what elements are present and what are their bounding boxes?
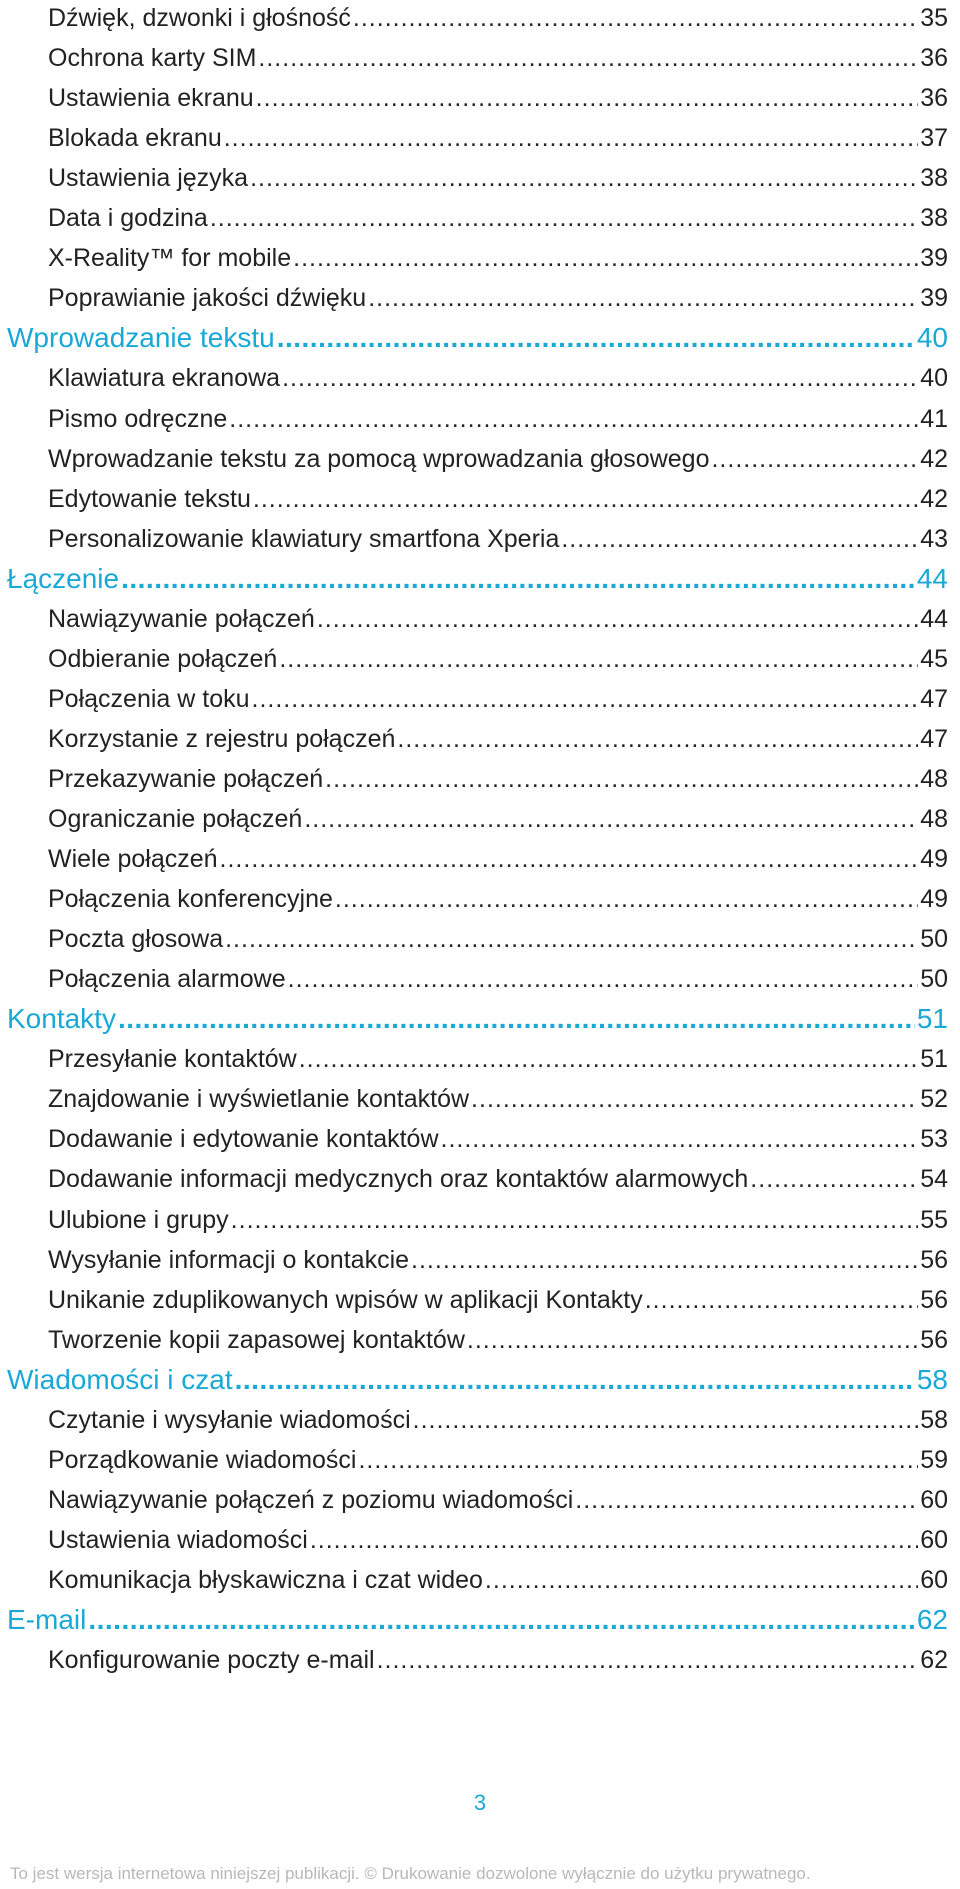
- toc-entry-page: 50: [920, 925, 948, 954]
- dot-leader: [277, 320, 915, 356]
- toc-entry[interactable]: [48, 1482, 948, 1518]
- dot-leader: [317, 601, 918, 637]
- toc-entry-page: 49: [920, 885, 948, 914]
- toc-entry[interactable]: [48, 1041, 948, 1077]
- toc-entry-label: Nawiązywanie połączeń: [48, 604, 315, 633]
- toc-entry-label: Poprawianie jakości dźwięku: [48, 284, 367, 313]
- toc-entry-page: 60: [920, 1485, 948, 1514]
- toc-section-heading[interactable]: [7, 1001, 948, 1037]
- toc-entry[interactable]: [48, 40, 948, 76]
- toc-section-heading[interactable]: [7, 320, 948, 356]
- toc-entry-page: 39: [920, 284, 948, 313]
- toc-entry-page: 38: [920, 164, 948, 193]
- toc-section-heading[interactable]: [7, 561, 948, 597]
- toc-entry[interactable]: [48, 80, 948, 116]
- dot-leader: [368, 280, 918, 316]
- toc-entry-label: Personalizowanie klawiatury smartfona Xperia: [48, 524, 560, 553]
- toc-entry[interactable]: [48, 841, 948, 877]
- toc-entry-page: 43: [920, 524, 948, 553]
- toc-entry-page: 40: [916, 322, 948, 354]
- toc-entry-page: 35: [920, 4, 948, 32]
- toc-entry[interactable]: [48, 1402, 948, 1438]
- toc-entry[interactable]: [48, 1202, 948, 1238]
- toc-section-heading[interactable]: [7, 1602, 948, 1638]
- dot-leader: [229, 401, 918, 437]
- dot-leader: [220, 841, 919, 877]
- toc-entry[interactable]: [48, 360, 948, 396]
- toc-entry[interactable]: [48, 160, 948, 196]
- toc-entry-label: X-Reality™ for mobile: [48, 244, 292, 273]
- toc-entry-label: Ograniczanie połączeń: [48, 805, 303, 833]
- toc-entry-page: 41: [920, 404, 948, 433]
- toc-entry-label: Ustawienia wiadomości: [48, 1525, 308, 1554]
- toc-entry-page: 44: [916, 562, 948, 594]
- dot-leader: [750, 1161, 918, 1197]
- toc-entry-label: Odbieranie połączeń: [48, 644, 278, 673]
- toc-entry[interactable]: [48, 1522, 948, 1558]
- dot-leader: [253, 481, 918, 517]
- toc-entry[interactable]: [48, 481, 948, 517]
- footer-note: To jest wersja internetowa niniejszej publikacji. © Drukowanie dozwolone wyłącznie do użytku prywatnego.: [10, 1864, 811, 1883]
- toc-entry-page: 56: [920, 1285, 948, 1314]
- toc-entry[interactable]: [48, 120, 948, 156]
- toc-entry[interactable]: [48, 1081, 948, 1117]
- toc-entry-label: Wprowadzanie tekstu: [7, 322, 275, 354]
- dot-leader: [561, 521, 918, 557]
- toc-entry[interactable]: [48, 401, 948, 437]
- toc-entry-page: 60: [920, 1565, 948, 1594]
- toc-entry-page: 48: [920, 764, 948, 793]
- toc-entry-label: Edytowanie tekstu: [48, 484, 251, 513]
- toc-entry-label: Wprowadzanie tekstu za pomocą wprowadzania głosowego: [48, 444, 710, 473]
- toc-entry-label: Klawiatura ekranowa: [48, 364, 281, 393]
- toc-entry-page: 47: [920, 684, 948, 713]
- dot-leader: [358, 1442, 918, 1478]
- toc-entry-label: E-mail: [7, 1604, 87, 1635]
- toc-entry-page: 51: [916, 1003, 948, 1035]
- dot-leader: [256, 80, 919, 116]
- dot-leader: [252, 681, 919, 717]
- toc-entry[interactable]: [48, 1121, 948, 1157]
- toc-entry-label: Przekazywanie połączeń: [48, 764, 324, 793]
- toc-entry-page: 55: [920, 1205, 948, 1234]
- toc-section-heading[interactable]: [7, 1362, 948, 1398]
- toc-entry[interactable]: [48, 921, 948, 957]
- dot-leader: [231, 1202, 919, 1238]
- toc-entry-label: Przesyłanie kontaktów: [48, 1045, 297, 1074]
- toc-entry-page: 44: [920, 604, 948, 633]
- dot-leader: [288, 961, 919, 997]
- toc-entry-page: 56: [920, 1325, 948, 1354]
- toc-entry-page: 48: [920, 805, 948, 833]
- toc-entry-label: Połączenia alarmowe: [48, 965, 286, 994]
- toc-entry-label: Blokada ekranu: [48, 124, 222, 153]
- dot-leader: [225, 921, 918, 957]
- toc-entry-page: 37: [920, 124, 948, 153]
- toc-entry-label: Nawiązywanie połączeń z poziomu wiadomości: [48, 1485, 574, 1514]
- toc-entry-label: Czytanie i wysyłanie wiadomości: [48, 1405, 411, 1434]
- toc-entry-label: Dźwięk, dzwonki i głośność: [48, 4, 351, 32]
- dot-leader: [471, 1081, 918, 1117]
- toc-entry-page: 62: [916, 1604, 948, 1635]
- toc-entry[interactable]: [48, 761, 948, 797]
- toc-entry-page: 36: [920, 44, 948, 73]
- toc-entry-label: Poczta głosowa: [48, 925, 224, 954]
- toc-entry[interactable]: [48, 1161, 948, 1197]
- toc-entry-page: 42: [920, 444, 948, 473]
- toc-entry-page: 58: [916, 1363, 948, 1395]
- toc-entry[interactable]: [48, 641, 948, 677]
- dot-leader: [121, 561, 915, 597]
- toc-entry-page: 51: [920, 1045, 948, 1074]
- toc-entry[interactable]: [48, 681, 948, 717]
- toc-entry[interactable]: [48, 1642, 948, 1678]
- toc-entry-label: Wiadomości i czat: [7, 1363, 233, 1395]
- dot-leader: [575, 1482, 918, 1518]
- toc-entry[interactable]: [48, 801, 948, 837]
- toc-entry[interactable]: [48, 521, 948, 557]
- toc-entry-label: Znajdowanie i wyświetlanie kontaktów: [48, 1085, 470, 1114]
- toc-entry-label: Tworzenie kopii zapasowej kontaktów: [48, 1325, 465, 1354]
- dot-leader: [279, 641, 918, 677]
- dot-leader: [224, 120, 918, 156]
- toc-entry[interactable]: [48, 1442, 948, 1478]
- toc-entry[interactable]: [48, 0, 948, 36]
- toc-entry-page: 54: [920, 1165, 948, 1194]
- toc-entry-label: Porządkowanie wiadomości: [48, 1445, 357, 1474]
- toc-entry-label: Połączenia w toku: [48, 684, 250, 713]
- toc-entry-page: 47: [920, 724, 948, 753]
- toc-entry-label: Komunikacja błyskawiczna i czat wideo: [48, 1565, 483, 1594]
- dot-leader: [88, 1602, 915, 1638]
- toc-entry-label: Dodawanie informacji medycznych oraz kontaktów alarmowych: [48, 1165, 749, 1194]
- dot-leader: [210, 200, 918, 236]
- toc-entry[interactable]: [48, 721, 948, 757]
- toc-entry-page: 42: [920, 484, 948, 513]
- toc-entry[interactable]: [48, 200, 948, 236]
- toc-entry-label: Korzystanie z rejestru połączeń: [48, 724, 396, 753]
- toc-entry-label: Dodawanie i edytowanie kontaktów: [48, 1125, 439, 1154]
- toc-entry-label: Połączenia konferencyjne: [48, 885, 333, 914]
- toc-entry-label: Łączenie: [7, 562, 120, 594]
- toc-entry-page: 52: [920, 1085, 948, 1114]
- toc-entry[interactable]: [48, 601, 948, 637]
- dot-leader: [258, 40, 918, 76]
- dot-leader: [485, 1562, 918, 1598]
- toc-entry-page: 50: [920, 965, 948, 994]
- toc-entry-page: 39: [920, 244, 948, 273]
- toc-entry[interactable]: [48, 240, 948, 276]
- toc-entry-label: Ochrona karty SIM: [48, 44, 257, 73]
- dot-leader: [282, 360, 918, 396]
- toc-entry[interactable]: [48, 961, 948, 997]
- toc-entry-label: Data i godzina: [48, 204, 208, 233]
- toc-entry-label: Wiele połączeń: [48, 845, 218, 874]
- dot-leader: [413, 1402, 919, 1438]
- dot-leader: [411, 1242, 918, 1278]
- toc-entry-page: 36: [920, 84, 948, 113]
- dot-leader: [118, 1001, 915, 1037]
- dot-leader: [293, 240, 918, 276]
- dot-leader: [250, 160, 918, 196]
- toc-entry[interactable]: [48, 1322, 948, 1358]
- toc-entry-page: 60: [920, 1525, 948, 1554]
- dot-leader: [235, 1362, 915, 1398]
- dot-leader: [299, 1041, 918, 1077]
- toc-entry-page: 53: [920, 1125, 948, 1154]
- toc-entry[interactable]: [48, 280, 948, 316]
- toc-entry[interactable]: [48, 1562, 948, 1598]
- toc-entry-page: 62: [920, 1646, 948, 1675]
- toc-entry-page: 59: [920, 1445, 948, 1474]
- toc-entry-page: 49: [920, 845, 948, 874]
- toc-entry-page: 40: [920, 364, 948, 393]
- toc-entry[interactable]: [48, 441, 948, 477]
- toc-entry[interactable]: [48, 1242, 948, 1278]
- toc-entry-label: Kontakty: [7, 1003, 116, 1035]
- toc-entry-page: 56: [920, 1245, 948, 1274]
- toc-entry-page: 58: [920, 1405, 948, 1434]
- dot-leader: [397, 721, 918, 757]
- dot-leader: [711, 441, 918, 477]
- dot-leader: [325, 761, 918, 797]
- dot-leader: [335, 881, 918, 917]
- dot-leader: [353, 0, 918, 36]
- toc-entry-label: Unikanie zduplikowanych wpisów w aplikacji Kontakty: [48, 1285, 643, 1314]
- dot-leader: [304, 801, 918, 837]
- page-number: 3: [473, 1790, 487, 1815]
- dot-leader: [467, 1322, 918, 1358]
- dot-leader: [441, 1121, 919, 1157]
- toc-entry-label: Ustawienia ekranu: [48, 84, 254, 113]
- toc-entry[interactable]: [48, 1282, 948, 1318]
- toc-entry-page: 45: [920, 644, 948, 673]
- dot-leader: [310, 1522, 918, 1558]
- toc-entry-page: 38: [920, 204, 948, 233]
- dot-leader: [645, 1282, 918, 1318]
- toc-entry-label: Konfigurowanie poczty e-mail: [48, 1646, 375, 1675]
- toc-entry-label: Ustawienia języka: [48, 164, 249, 193]
- toc-entry[interactable]: [48, 881, 948, 917]
- dot-leader: [377, 1642, 919, 1678]
- toc-entry-label: Ulubione i grupy: [48, 1205, 229, 1234]
- toc-entry-label: Wysyłanie informacji o kontakcie: [48, 1245, 410, 1274]
- toc-entry-label: Pismo odręczne: [48, 404, 228, 433]
